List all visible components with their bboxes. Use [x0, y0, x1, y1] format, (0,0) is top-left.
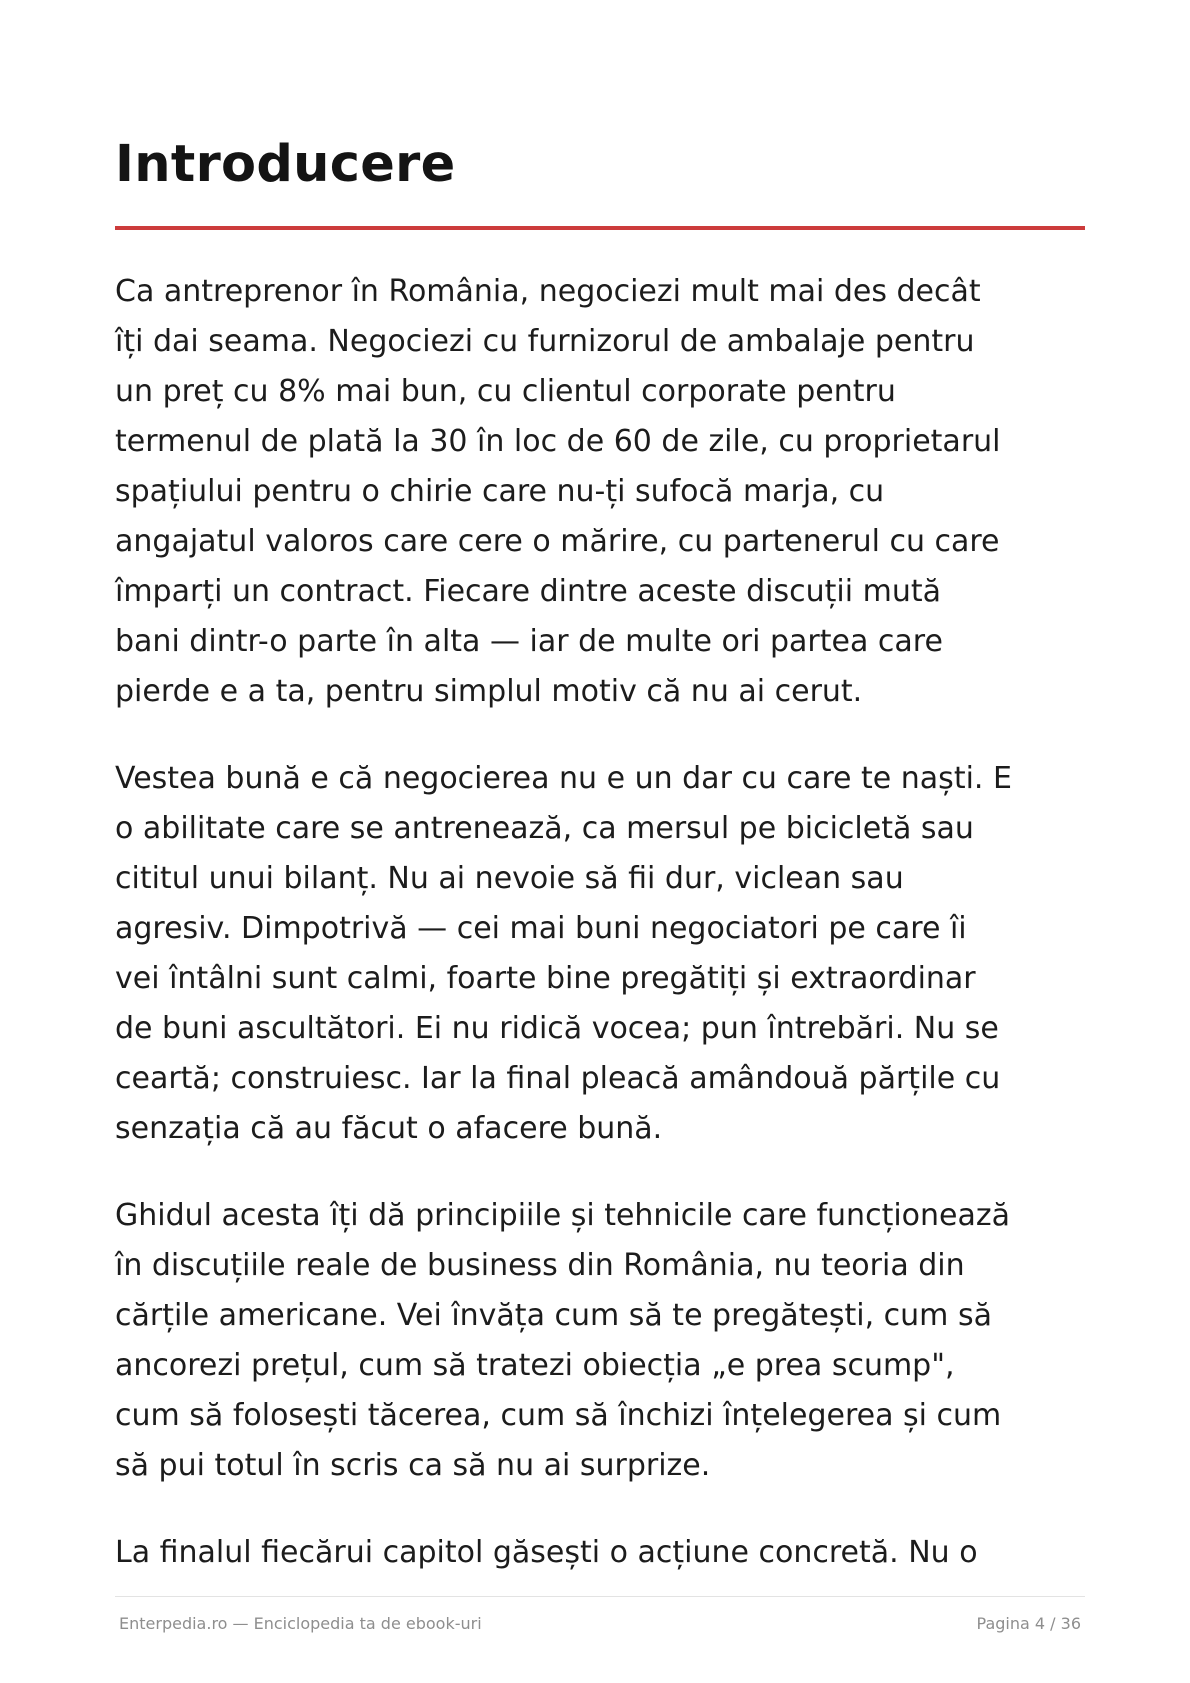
page-title: Introducere [115, 135, 456, 194]
title-divider [115, 226, 1085, 230]
footer-divider [115, 1596, 1085, 1597]
document-page [115, 0, 1085, 1683]
paragraph-1: Ca antreprenor în România, negociezi mult mai des decât îți dai seama. Negociezi cu furnizorul de ambalaje pentru un preț cu 8% mai bun, cu clientul corporate pentru termenul de plată la 30 în loc de 60 de zile, cu proprietarul spațiului pentru o chirie care nu-ți sufocă marja, cu angajatul valoros care cere o mărire, cu partenerul cu care împarți un contract. Fiecare dintre aceste discuții mută bani dintr-o parte în alta — iar de multe ori partea care pierde e a ta, pentru simplul motiv că nu ai cerut. [115, 274, 1001, 709]
paragraph-2: Vestea bună e că negocierea nu e un dar cu care te naști. E o abilitate care se antrenează, ca mersul pe bicicletă sau cititul unui bilanț. Nu ai nevoie să fii dur, viclean sau agresiv. Dimpotrivă — cei mai buni negociatori pe care îi vei întâlni sunt calmi, foarte bine pregătiți și extraordinar de buni ascultători. Ei nu ridică vocea; pun întrebări. Nu se ceartă; construiesc. Iar la final pleacă amândouă părțile cu senzația că au făcut o afacere bună. [115, 761, 1012, 1146]
paragraph-3: Ghidul acesta îți dă principiile și tehnicile care funcționează în discuțiile reale de business din România, nu teoria din cărțile americane. Vei învăța cum să te pregătești, cum să ancorezi prețul, cum să tratezi obiecția „e prea scump", cum să folosești tăcerea, cum să închizi înțelegerea și cum să pui totul în scris ca să nu ai surprize. [115, 1198, 1011, 1483]
body-text [115, 267, 1105, 1615]
footer-page-number: Pagina 4 / 36 [976, 1614, 1081, 1633]
footer-site-name: Enterpedia.ro — Enciclopedia ta de ebook-uri [119, 1614, 482, 1633]
paragraph-4: La finalul fiecărui capitol găsești o acțiune concretă. Nu o [115, 1535, 978, 1570]
